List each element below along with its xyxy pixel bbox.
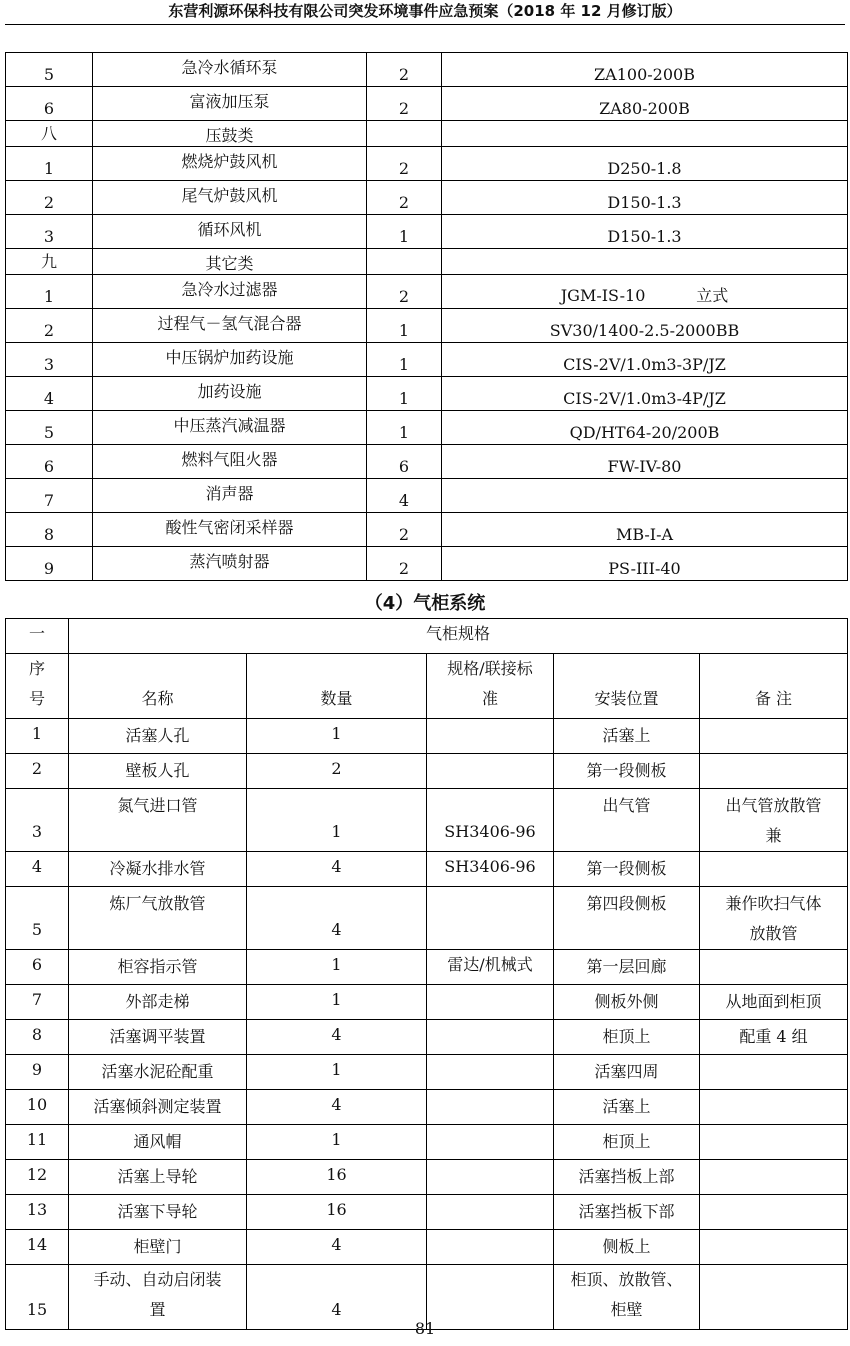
row-number: 8 [6, 513, 93, 547]
item-location: 出气管 [554, 789, 700, 852]
equipment-name: 急冷水循环泵 [93, 53, 367, 87]
item-name: 氮气进口管 [69, 789, 247, 852]
gas-row [6, 950, 848, 985]
item-remark: 出气管放散管 兼 [700, 789, 848, 852]
gas-holder-table [5, 618, 848, 1330]
equipment-model: QD/HT64-20/200B [442, 411, 848, 445]
row-number: 6 [6, 445, 93, 479]
item-location: 第一层回廊 [554, 950, 700, 985]
item-quantity: 1 [247, 985, 427, 1020]
equipment-row [6, 513, 848, 547]
row-number: 6 [6, 87, 93, 121]
header-remark: 备 注 [700, 654, 848, 719]
item-remark [700, 1125, 848, 1160]
header-name: 名称 [69, 654, 247, 719]
item-quantity: 2 [247, 754, 427, 789]
row-number: 7 [6, 985, 69, 1020]
equipment-name: 燃烧炉鼓风机 [93, 147, 367, 181]
equipment-quantity: 1 [367, 343, 442, 377]
row-number: 13 [6, 1195, 69, 1230]
item-quantity: 4 [247, 1265, 427, 1330]
row-number: 14 [6, 1230, 69, 1265]
item-location: 活塞上 [554, 1090, 700, 1125]
item-remark: 配重 4 组 [700, 1020, 848, 1055]
item-quantity: 1 [247, 1125, 427, 1160]
item-quantity: 4 [247, 887, 427, 950]
header-spec: 规格/联接标 准 [427, 654, 554, 719]
equipment-row [6, 547, 848, 581]
item-name: 柜壁门 [69, 1230, 247, 1265]
equipment-quantity: 4 [367, 479, 442, 513]
equipment-name: 过程气－氢气混合器 [93, 309, 367, 343]
row-number: 12 [6, 1160, 69, 1195]
row-number: 6 [6, 950, 69, 985]
equipment-row [6, 343, 848, 377]
item-remark: 兼作吹扫气体 放散管 [700, 887, 848, 950]
equipment-name: 富液加压泵 [93, 87, 367, 121]
equipment-quantity: 1 [367, 309, 442, 343]
item-quantity: 16 [247, 1195, 427, 1230]
gas-row [6, 985, 848, 1020]
equipment-row [6, 411, 848, 445]
item-remark: 从地面到柜顶 [700, 985, 848, 1020]
item-location: 第一段侧板 [554, 754, 700, 789]
row-number: 8 [6, 1020, 69, 1055]
equipment-model: ZA80-200B [442, 87, 848, 121]
group-row [6, 619, 848, 654]
equipment-model: PS-III-40 [442, 547, 848, 581]
item-remark [700, 950, 848, 985]
equipment-name: 燃料气阻火器 [93, 445, 367, 479]
equipment-row [6, 121, 848, 147]
equipment-quantity: 1 [367, 411, 442, 445]
row-number: 2 [6, 754, 69, 789]
group-title: 气柜规格 [69, 619, 848, 654]
equipment-row [6, 377, 848, 411]
equipment-row [6, 445, 848, 479]
equipment-name: 尾气炉鼓风机 [93, 181, 367, 215]
equipment-quantity [367, 249, 442, 275]
equipment-model: FW-IV-80 [442, 445, 848, 479]
equipment-name: 消声器 [93, 479, 367, 513]
item-remark [700, 719, 848, 754]
row-number: 2 [6, 309, 93, 343]
item-spec [427, 1090, 554, 1125]
item-spec [427, 1160, 554, 1195]
item-location: 活塞挡板下部 [554, 1195, 700, 1230]
item-spec [427, 1230, 554, 1265]
equipment-model: ZA100-200B [442, 53, 848, 87]
item-spec: SH3406-96 [427, 852, 554, 887]
item-name: 活塞倾斜测定装置 [69, 1090, 247, 1125]
document-header: 东营利源环保科技有限公司突发环境事件应急预案（2018 年 12 月修订版） [168, 2, 682, 20]
gas-row [6, 1160, 848, 1195]
gas-row [6, 852, 848, 887]
equipment-model [442, 121, 848, 147]
item-name: 手动、自动启闭装 置 [69, 1265, 247, 1330]
row-number: 1 [6, 719, 69, 754]
equipment-quantity [367, 121, 442, 147]
item-spec: SH3406-96 [427, 789, 554, 852]
equipment-model: D150-1.3 [442, 215, 848, 249]
row-number: 3 [6, 789, 69, 852]
equipment-name: 中压锅炉加药设施 [93, 343, 367, 377]
gas-row [6, 1195, 848, 1230]
item-remark [700, 1055, 848, 1090]
gas-row [6, 1230, 848, 1265]
item-location: 侧板上 [554, 1230, 700, 1265]
equipment-model: D150-1.3 [442, 181, 848, 215]
item-location: 柜顶、放散管、 柜壁 [554, 1265, 700, 1330]
equipment-quantity: 2 [367, 181, 442, 215]
item-remark [700, 1090, 848, 1125]
row-number: 5 [6, 887, 69, 950]
item-name: 活塞上导轮 [69, 1160, 247, 1195]
row-number: 10 [6, 1090, 69, 1125]
item-spec [427, 985, 554, 1020]
item-remark [700, 1195, 848, 1230]
row-number: 3 [6, 343, 93, 377]
equipment-row [6, 181, 848, 215]
equipment-row [6, 147, 848, 181]
item-spec [427, 1055, 554, 1090]
item-spec [427, 754, 554, 789]
row-number: 5 [6, 411, 93, 445]
item-name: 柜容指示管 [69, 950, 247, 985]
header-rule [5, 24, 845, 25]
item-spec: 雷达/机械式 [427, 950, 554, 985]
equipment-model: D250-1.8 [442, 147, 848, 181]
row-number: 7 [6, 479, 93, 513]
item-spec [427, 719, 554, 754]
item-name: 外部走梯 [69, 985, 247, 1020]
equipment-row [6, 309, 848, 343]
row-number: 八 [6, 121, 93, 147]
row-number: 9 [6, 1055, 69, 1090]
row-number: 15 [6, 1265, 69, 1330]
item-location: 活塞挡板上部 [554, 1160, 700, 1195]
row-number: 九 [6, 249, 93, 275]
row-number: 1 [6, 275, 93, 309]
item-quantity: 4 [247, 1230, 427, 1265]
row-number: 9 [6, 547, 93, 581]
gas-row [6, 719, 848, 754]
item-spec [427, 1195, 554, 1230]
item-name: 活塞水泥砼配重 [69, 1055, 247, 1090]
gas-row [6, 789, 848, 852]
row-number: 1 [6, 147, 93, 181]
equipment-model: MB-I-A [442, 513, 848, 547]
page-number: 81 [414, 1319, 436, 1338]
item-quantity: 4 [247, 852, 427, 887]
gas-row [6, 754, 848, 789]
equipment-name: 蒸汽喷射器 [93, 547, 367, 581]
gas-row [6, 1020, 848, 1055]
equipment-model: CIS-2V/1.0m3-3P/JZ [442, 343, 848, 377]
equipment-model [442, 479, 848, 513]
item-quantity: 1 [247, 789, 427, 852]
equipment-quantity: 6 [367, 445, 442, 479]
gas-row [6, 1090, 848, 1125]
item-quantity: 4 [247, 1090, 427, 1125]
equipment-name: 中压蒸汽减温器 [93, 411, 367, 445]
row-number: 2 [6, 181, 93, 215]
equipment-quantity: 2 [367, 147, 442, 181]
item-quantity: 1 [247, 1055, 427, 1090]
item-name: 活塞下导轮 [69, 1195, 247, 1230]
equipment-name: 循环风机 [93, 215, 367, 249]
gas-row [6, 887, 848, 950]
section-title: （4）气柜系统 [364, 593, 486, 614]
item-quantity: 16 [247, 1160, 427, 1195]
item-location: 柜顶上 [554, 1020, 700, 1055]
equipment-model [442, 249, 848, 275]
equipment-row [6, 215, 848, 249]
row-number: 11 [6, 1125, 69, 1160]
item-remark [700, 1160, 848, 1195]
item-location: 第四段侧板 [554, 887, 700, 950]
item-name: 活塞调平装置 [69, 1020, 247, 1055]
equipment-quantity: 1 [367, 377, 442, 411]
equipment-row [6, 479, 848, 513]
row-number: 4 [6, 377, 93, 411]
item-quantity: 1 [247, 950, 427, 985]
gas-row [6, 1125, 848, 1160]
item-location: 活塞上 [554, 719, 700, 754]
equipment-table [5, 52, 848, 581]
gas-row [6, 1055, 848, 1090]
item-remark [700, 1230, 848, 1265]
row-number: 3 [6, 215, 93, 249]
header-row [6, 654, 848, 719]
group-number: 一 [6, 619, 69, 654]
equipment-name: 加药设施 [93, 377, 367, 411]
item-quantity: 4 [247, 1020, 427, 1055]
equipment-name: 压鼓类 [93, 121, 367, 147]
item-name: 壁板人孔 [69, 754, 247, 789]
equipment-quantity: 1 [367, 215, 442, 249]
equipment-quantity: 2 [367, 547, 442, 581]
item-spec [427, 1020, 554, 1055]
equipment-quantity: 2 [367, 275, 442, 309]
equipment-model: SV30/1400-2.5-2000BB [442, 309, 848, 343]
equipment-row [6, 87, 848, 121]
row-number: 5 [6, 53, 93, 87]
item-remark [700, 754, 848, 789]
item-name: 活塞人孔 [69, 719, 247, 754]
header-location: 安装位置 [554, 654, 700, 719]
equipment-name: 其它类 [93, 249, 367, 275]
equipment-quantity: 2 [367, 87, 442, 121]
item-location: 柜顶上 [554, 1125, 700, 1160]
item-location: 第一段侧板 [554, 852, 700, 887]
item-remark [700, 852, 848, 887]
item-name: 通风帽 [69, 1125, 247, 1160]
item-name: 冷凝水排水管 [69, 852, 247, 887]
equipment-model: CIS-2V/1.0m3-4P/JZ [442, 377, 848, 411]
item-name: 炼厂气放散管 [69, 887, 247, 950]
equipment-row [6, 249, 848, 275]
item-spec [427, 1125, 554, 1160]
equipment-model: JGM-IS-10 立式 [442, 275, 848, 309]
item-spec [427, 887, 554, 950]
header-no: 序 号 [6, 654, 69, 719]
equipment-quantity: 2 [367, 513, 442, 547]
header-qty: 数量 [247, 654, 427, 719]
equipment-row [6, 53, 848, 87]
equipment-name: 急冷水过滤器 [93, 275, 367, 309]
equipment-quantity: 2 [367, 53, 442, 87]
item-location: 活塞四周 [554, 1055, 700, 1090]
item-location: 侧板外侧 [554, 985, 700, 1020]
equipment-name: 酸性气密闭采样器 [93, 513, 367, 547]
equipment-row [6, 275, 848, 309]
row-number: 4 [6, 852, 69, 887]
item-quantity: 1 [247, 719, 427, 754]
